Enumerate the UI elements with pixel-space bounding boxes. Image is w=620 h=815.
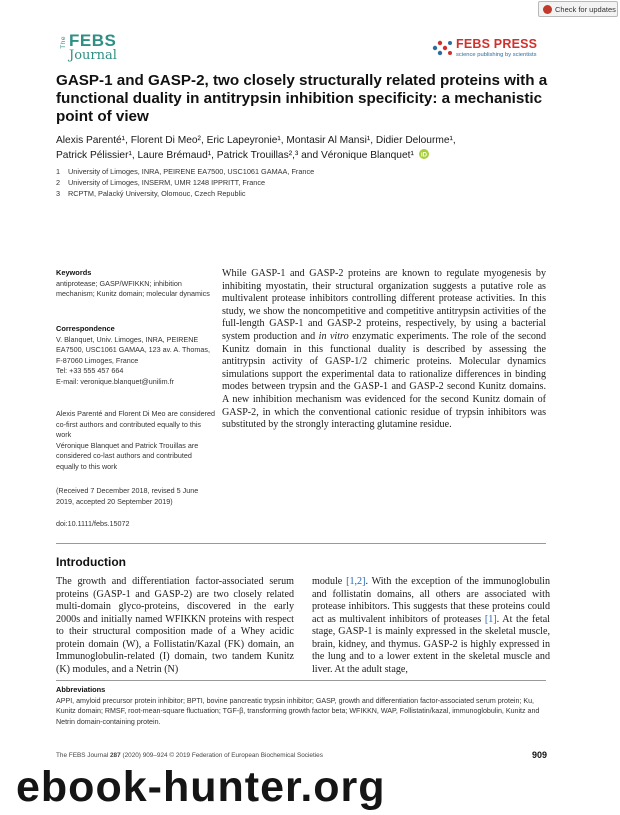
introduction-heading: Introduction (56, 555, 126, 569)
abbreviations-text: APPI, amyloid precursor protein inhibitor; BPTI, bovine pancreatic trypsin inhibitor; GASP, growth and differentiation factor-associated serum protein; Ku, Kunitz domain; RMSF, root-mean-square fluctuation; TGF-β, transforming growth factor beta; WFIKKN, WAP, Follistatin/kazal, immunoglobulin, Kunitz and Netrin domain-containing protein. (56, 697, 540, 726)
keywords-text: antiprotease; GASP/WFIKKN; inhibition mechanism; Kunitz domain; molecular dynamics (56, 278, 210, 298)
correspondence-address: V. Blanquet, Univ. Limoges, INRA, PEIRENE EA7500, USC1061 GAMAA, 123 av. A. Thomas, F-87060 Limoges, France (56, 334, 210, 365)
author-list (56, 134, 576, 163)
section-divider (56, 543, 546, 544)
co-first-note: Alexis Parenté and Florent Di Meo are considered co-first authors and contributed equally to this work (56, 409, 216, 439)
update-icon (543, 5, 552, 14)
intro-left-column: The growth and differentiation factor-associated serum proteins (GASP-1 and GASP-2) are two closely related multi-domain glyco-proteins, discovered in the early 2000s and initially named WFIKKN proteins with respect to their structural composition made of a Whey acidic protein domain (W), a Follistatin/Kazal (FK) domain, an Immunoglobulin-related (I) domain, two tandem Kunitz (K) modules, and a Netrin (N) (56, 576, 294, 675)
abstract: While GASP-1 and GASP-2 proteins are known to regulate myogenesis by inhibiting myostatin, their structural organization suggests a putative role as multivalent protease inhibitors controlling different protease activities. In this study, we show the noncompetitive and competitive antitrypsin activities of the full-length GASP-1 and GASP-2 proteins, respectively, by using a bacterial system production and in vitro enzymatic experiments. The role of the second Kunitz domain in this functional duality is described by assessing the antitrypsin activity of GASP-1/2 chimeric proteins. Molecular dynamics simulations support the experimental data to rationalize differences in binding modes between trypsin and the GASP-1 and GASP-2 second Kunitz domains. A new inhibition mechanism was evidenced for the second Kunitz domain of GASP-2, in which the conventional cationic residue of trypsin inhibitors was substituted by the strongly interacting glutamine residue. (222, 268, 546, 431)
abbreviations-divider (56, 680, 546, 681)
orcid-icon[interactable] (419, 149, 429, 159)
received-dates: (Received 7 December 2018, revised 5 June 2019, accepted 20 September 2019) (56, 486, 199, 506)
correspondence-email[interactable]: E-mail: veronique.blanquet@unilim.fr (56, 376, 174, 386)
footer-citation: The FEBS Journal 287 (2020) 909–924 © 2019 Federation of European Biochemical Societies (56, 752, 323, 759)
intro-right-column: module [1,2]. With the exception of the immunoglobulin and follistatin domains, all others are associated with protease inhibitors. This suggests that these proteins could act as multivalent inhibitors of proteases [1]. At the fetal stage, GASP-1 is mainly expressed in the skeletal muscle, brain, kidney, and thymus. GASP-2 is highly expressed in the lung and to a lower extent in the skeletal muscle and liver. At the adult stage, (312, 576, 550, 675)
citation-link[interactable]: [1] (484, 613, 497, 625)
correspondence-heading: Correspondence (56, 324, 115, 333)
correspondence-tel: Tel: +33 555 457 664 (56, 366, 124, 375)
citation-link[interactable]: [1,2] (346, 576, 366, 587)
watermark: ebook-hunter.org (16, 763, 386, 811)
febs-press-dots-icon (432, 38, 454, 58)
svg-text:iD: iD (420, 151, 427, 158)
page-number: 909 (532, 750, 548, 760)
author-line: Alexis Parenté¹, Florent Di Meo², Eric Lapeyronie¹, Montasir Al Mansi¹, Didier Delourme¹, (56, 135, 456, 146)
abbreviations-heading: Abbreviations (56, 685, 106, 694)
check-for-updates-button[interactable]: Check for updates (538, 1, 618, 17)
keywords-block (56, 268, 216, 300)
article-title: GASP-1 and GASP-2, two closely structurally related proteins with a functional duality in antitrypsin inhibition specificity: a mechanistic point of view (56, 72, 548, 125)
keywords-heading: Keywords (56, 268, 92, 277)
co-last-note: Véronique Blanquet and Patrick Trouillas are considered co-last authors and contributed equally to this work (56, 440, 199, 471)
affiliation: 2 University of Limoges, INSERM, UMR 1248 IPPRITT, France (56, 178, 266, 187)
author-line: Patrick Pélissier¹, Laure Brémaud¹, Patrick Trouillas²,³ and Véronique Blanquet¹ iD (56, 149, 427, 161)
correspondence-block (56, 324, 216, 387)
febs-press-logo: FEBS PRESS science publishing by scientists (432, 36, 552, 64)
doi[interactable]: doi:10.1111/febs.15072 (56, 519, 130, 528)
affiliation: 3 RCPTM, Palacký University, Olomouc, Czech Republic (56, 189, 246, 198)
author-notes (56, 409, 216, 472)
affiliation: 1 University of Limoges, INRA, PEIRENE EA7500, USC1061 GAMAA, France (56, 167, 315, 176)
febs-journal-logo: The FEBS Journal (60, 31, 117, 63)
